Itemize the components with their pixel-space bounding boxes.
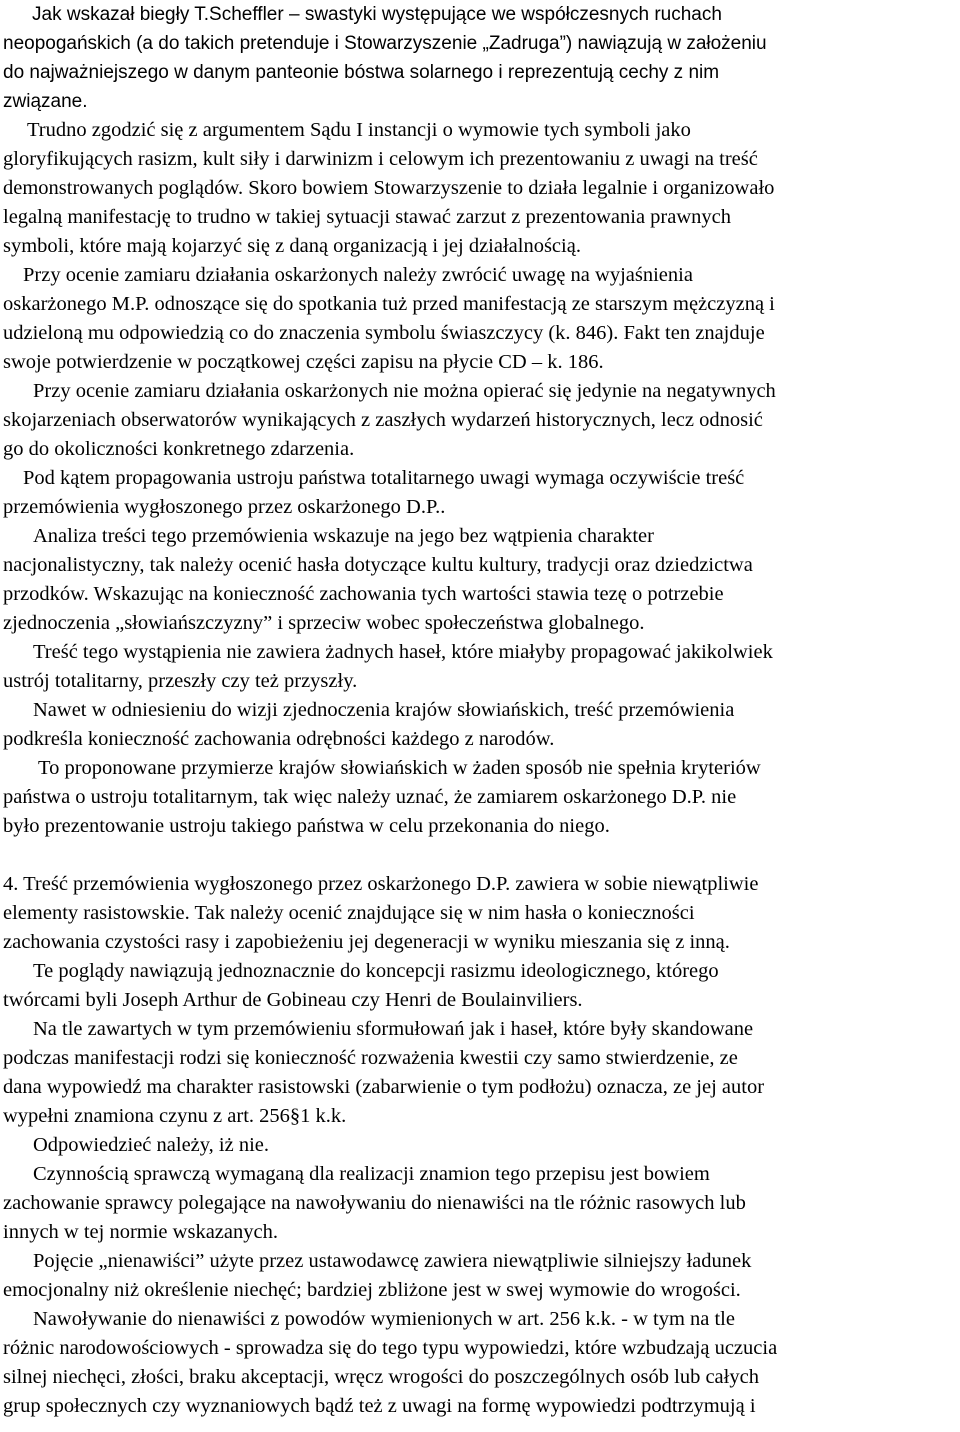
text-line: dana wypowiedź ma charakter rasistowski (zabarwienie o tym podłożu) oznacza, ze jej autor	[3, 1076, 765, 1098]
text-line: Przy ocenie zamiaru działania oskarżonych należy zwrócić uwagę na wyjaśnienia	[23, 264, 693, 286]
text-line: było prezentowanie ustroju takiego państwa w celu przekonania do niego.	[3, 815, 610, 837]
text-line: Te poglądy nawiązują jednoznacznie do koncepcji rasizmu ideologicznego, którego	[33, 960, 719, 982]
text-line: Treść tego wystąpienia nie zawiera żadnych haseł, które miałyby propagować jakikolwiek	[33, 641, 773, 663]
text-line: zachowanie sprawcy polegające na nawoływaniu do nienawiści na tle różnic rasowych lub	[3, 1192, 746, 1214]
text-line: Nawoływanie do nienawiści z powodów wymienionych w art. 256 k.k. - w tym na tle	[33, 1308, 735, 1330]
text-line: Przy ocenie zamiaru działania oskarżonych nie można opierać się jedynie na negatywnych	[33, 380, 776, 402]
text-line: Pod kątem propagowania ustroju państwa totalitarnego uwagi wymaga oczywiście treść	[23, 467, 745, 489]
text-line: zjednoczenia „słowiańszczyzny” i sprzeciw wobec społeczeństwa globalnego.	[3, 612, 645, 634]
text-line: Na tle zawartych w tym przemówieniu sformułowań jak i haseł, które były skandowane	[33, 1018, 754, 1040]
text-line: zachowania czystości rasy i zapobieżeniu jej degeneracji w wyniku mieszania się z inną.	[3, 931, 730, 953]
text-line: symboli, które mają kojarzyć się z daną organizacją i jej działalnością.	[3, 235, 581, 257]
text-line: Czynnością sprawczą wymaganą dla realizacji znamion tego przepisu jest bowiem	[33, 1163, 710, 1185]
text-line: związane.	[3, 91, 88, 112]
text-line: Analiza treści tego przemówienia wskazuje na jego bez wątpienia charakter	[33, 525, 654, 547]
text-line: nacjonalistyczny, tak należy ocenić hasła dotyczące kultu kultury, tradycji oraz dziedzictwa	[3, 554, 753, 576]
text-line: wypełni znamiona czynu z art. 256§1 k.k.	[3, 1105, 347, 1127]
text-line: Pojęcie „nienawiści” użyte przez ustawodawcę zawiera niewątpliwie silniejszy ładunek	[33, 1250, 752, 1272]
text-line: różnic narodowościowych - sprowadza się do tego typu wypowiedzi, które wzbudzają uczucia	[3, 1337, 778, 1359]
text-line: neopogańskich (a do takich pretenduje i Stowarzyszenie „Zadruga”) nawiązują w założeniu	[3, 33, 767, 54]
text-line: go do okoliczności konkretnego zdarzenia.	[3, 438, 355, 460]
text-line: emocjonalny niż określenie niechęć; bardziej zbliżone jest w swej wymowie do wrogości.	[3, 1279, 741, 1301]
text-line: silnej niechęci, złości, braku akceptacji, wręcz wrogości do poszczególnych osób lub całych	[3, 1366, 759, 1388]
text-line: demonstrowanych poglądów. Skoro bowiem Stowarzyszenie to działa legalnie i organizowało	[3, 177, 775, 199]
text-line: elementy rasistowskie. Tak należy ocenić znajdujące się w nim hasła o konieczności	[3, 902, 695, 924]
text-line: oskarżonego M.P. odnoszące się do spotkania tuż przed manifestacją ze starszym mężczyzną i	[3, 293, 775, 315]
text-line: do najważniejszego w danym panteonie bóstwa solarnego i reprezentują cechy z nim	[3, 62, 720, 83]
text-line: 4. Treść przemówienia wygłoszonego przez oskarżonego D.P. zawiera w sobie niewątpliwie	[3, 873, 759, 895]
text-line: gloryfikujących rasizm, kult siły i darwinizm i celowym ich prezentowaniu z uwagi na treść	[3, 148, 758, 170]
text-line: udzieloną mu odpowiedzią co do znaczenia symbolu świaszczycy (k. 846). Fakt ten znajduje	[3, 322, 765, 344]
text-line: swoje potwierdzenie w początkowej części zapisu na płycie CD – k. 186.	[3, 351, 604, 373]
text-line: legalną manifestację to trudno w takiej sytuacji stawać zarzut z prezentowania prawnych	[3, 206, 732, 228]
text-line: przodków. Wskazując na konieczność zachowania tych wartości stawia tezę o potrzebie	[3, 583, 724, 605]
text-line: podkreśla konieczność zachowania odrębności każdego z narodów.	[3, 728, 555, 750]
text-line: To proponowane przymierze krajów słowiańskich w żaden sposób nie spełnia kryteriów	[38, 757, 761, 779]
text-line: Odpowiedzieć należy, iż nie.	[33, 1134, 270, 1156]
text-line: Jak wskazał biegły T.Scheffler – swastyki występujące we współczesnych ruchach	[32, 4, 722, 25]
text-line: przemówienia wygłoszonego przez oskarżonego D.P..	[3, 496, 446, 518]
text-line: twórcami byli Joseph Arthur de Gobineau czy Henri de Boulainviliers.	[3, 989, 583, 1011]
text-line: Nawet w odniesieniu do wizji zjednoczenia krajów słowiańskich, treść przemówienia	[33, 699, 735, 721]
text-line: grup społecznych czy wyznaniowych bądź też z uwagi na formę wypowiedzi podtrzymują i	[3, 1395, 756, 1417]
text-line: innych w tej normie wskazanych.	[3, 1221, 278, 1243]
text-line: państwa o ustroju totalitarnym, tak więc należy uznać, że zamiarem oskarżonego D.P. nie	[3, 786, 737, 808]
text-line: ustrój totalitarny, przeszły czy też przyszły.	[3, 670, 358, 692]
text-line: podczas manifestacji rodzi się konieczność rozważenia kwestii czy samo stwierdzenie, ze	[3, 1047, 738, 1069]
text-line: Trudno zgodzić się z argumentem Sądu I instancji o wymowie tych symboli jako	[27, 119, 691, 141]
text-line: skojarzeniach obserwatorów wynikających z zaszłych wydarzeń historycznych, lecz odnosić	[3, 409, 763, 431]
